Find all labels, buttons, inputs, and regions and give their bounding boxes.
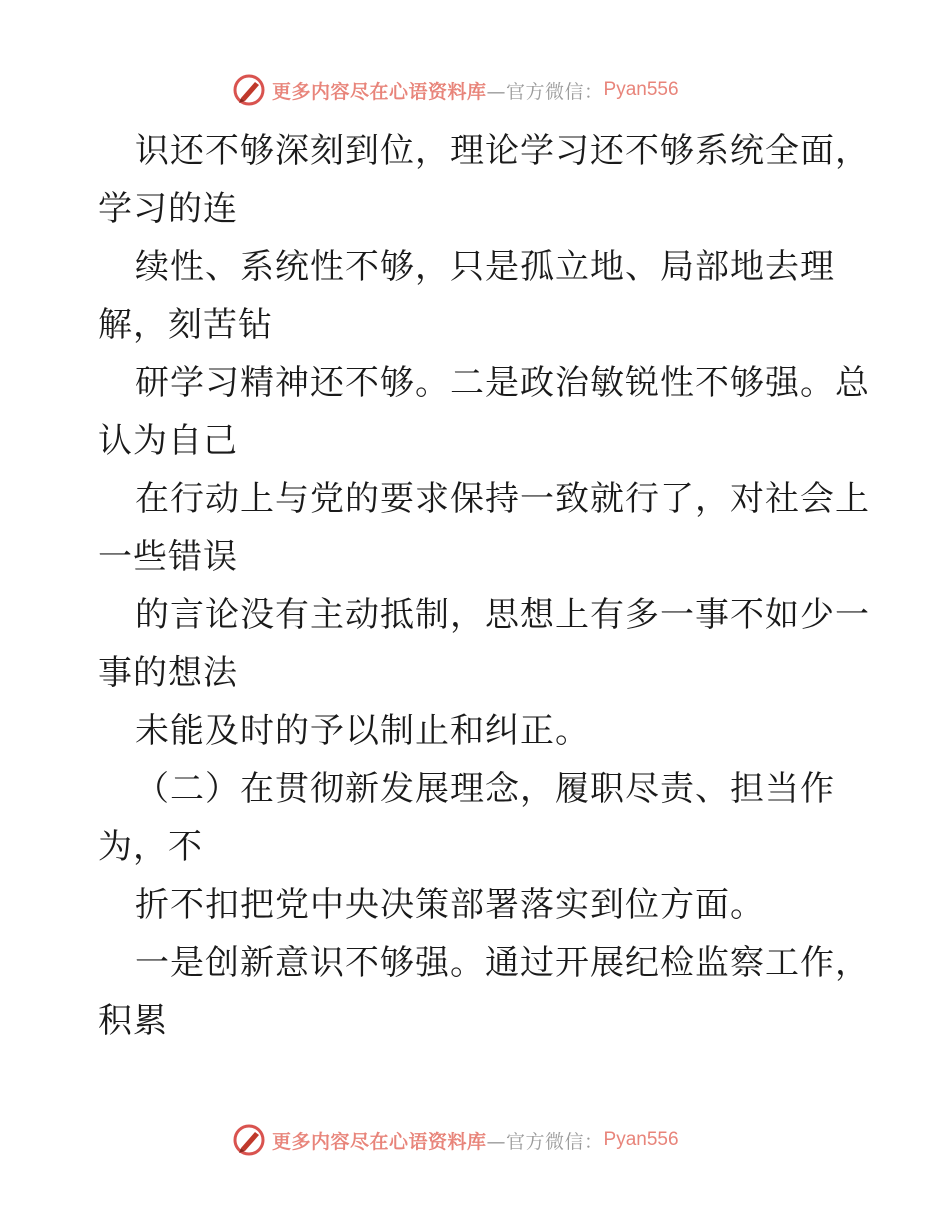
body-line: 折不扣把党中央决策部署落实到位方面。: [135, 885, 765, 925]
document-body: [98, 122, 868, 1050]
section-heading-line: （二）在贯彻新发展理念，履职尽责、担当作: [135, 769, 835, 809]
pen-circle-logo-icon: [232, 73, 266, 107]
body-line: 在行动上与党的要求保持一致就行了，对社会上: [135, 479, 870, 519]
body-line: 解，刻苦钻: [98, 305, 273, 345]
body-line: 未能及时的予以制止和纠正。: [135, 711, 590, 751]
body-line: 续性、系统性不够，只是孤立地、局部地去理: [135, 247, 835, 287]
body-line: 一是创新意识不够强。通过开展纪检监察工作，: [135, 943, 870, 983]
body-line: 为，不: [98, 827, 203, 867]
banner-official-label: —官方微信：: [486, 1130, 604, 1153]
body-line: 的言论没有主动抵制，思想上有多一事不如少一: [135, 595, 870, 635]
body-line: 认为自己: [98, 421, 238, 461]
pen-circle-logo-icon: [232, 1123, 266, 1157]
body-line: 识还不够深刻到位，理论学习还不够系统全面，: [135, 131, 870, 171]
banner-slogan: 更多内容尽在心语资料库: [272, 80, 487, 103]
body-line: 学习的连: [98, 189, 238, 229]
body-line: 积累: [98, 1001, 168, 1041]
footer-banner: [232, 1122, 752, 1158]
body-line: 研学习精神还不够。二是政治敏锐性不够强。总: [135, 363, 870, 403]
body-line: 事的想法: [98, 653, 238, 693]
banner-slogan: 更多内容尽在心语资料库: [272, 1130, 487, 1153]
banner-official-label: —官方微信：: [486, 80, 604, 103]
banner-wechat-account: Pyan556: [603, 1129, 679, 1150]
banner-wechat-account: Pyan556: [603, 79, 679, 100]
body-line: 一些错误: [98, 537, 238, 577]
header-banner: [232, 72, 752, 108]
